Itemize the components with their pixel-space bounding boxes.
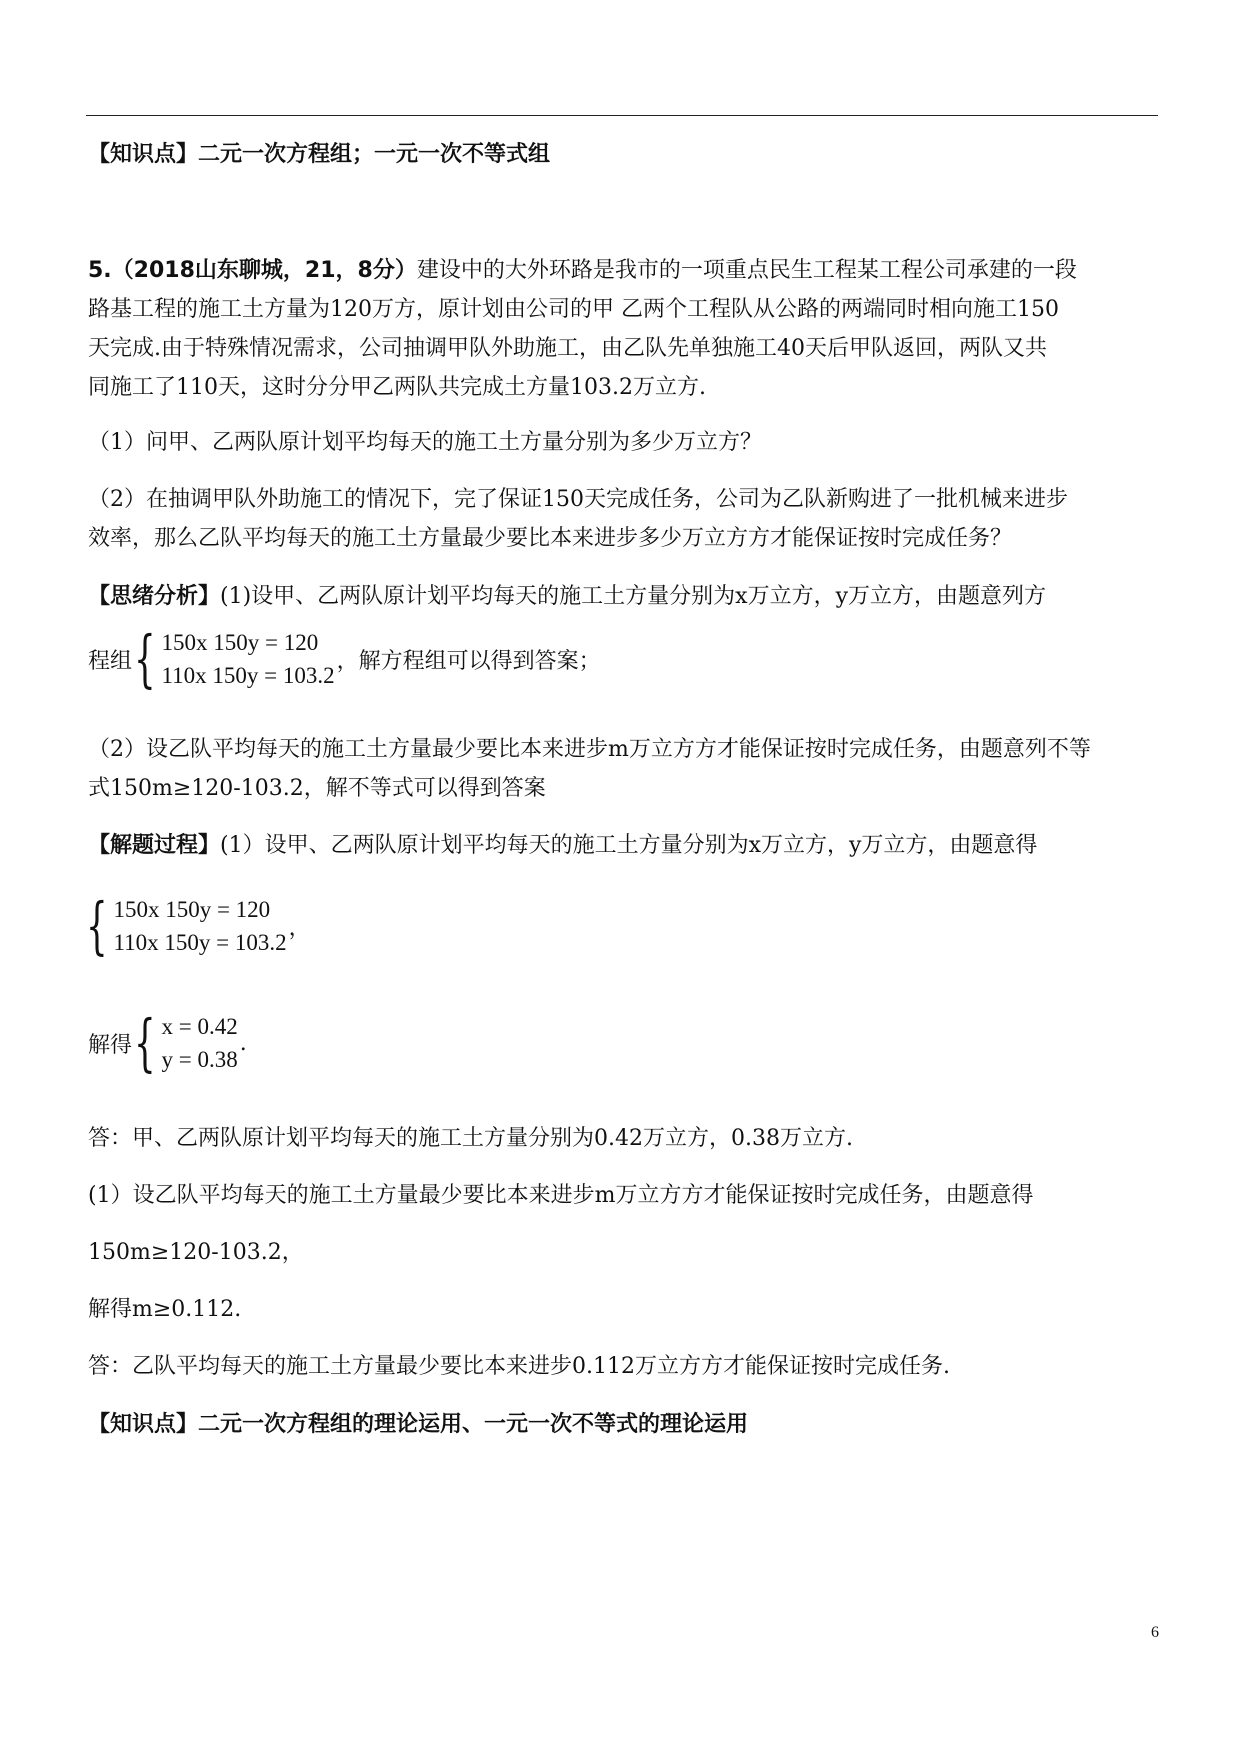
problem-line-1-text: 建设中的大外环路是我市的一项重点民生工程某工程公司承建的一段 [416,258,1077,283]
problem-line-4: 同施工了110天，这时分分甲乙两队共完成土方量103.2万立方. [88,375,706,400]
problem-line-2: 路基工程的施工土方量为120万方，原计划由公司的甲 乙两个工程队从公路的两端同时相向施工150 [88,297,1059,322]
question-1: （1）问甲、乙两队原计划平均每天的施工土方量分别为多少万立方？ [88,430,762,455]
inequality: 150m≥120-103.2， [88,1240,304,1265]
question-2-line-2: 效率，那么乙队平均每天的施工土方量最少要比本来进步多少万立方方才能保证按时完成任务？ [88,526,1013,551]
left-brace: { [86,889,108,962]
left-brace: { [134,622,156,695]
solution-equation-2: 110x 150y = 103.2 [113,930,287,955]
solution-result-x: x = 0.42 [161,1014,238,1039]
solution-equation-1: 150x 150y = 120 [113,897,271,922]
header-rule [86,115,1158,116]
solution-result-prefix: 解得 [88,1032,133,1058]
solution-part-2: (1）设乙队平均每天的施工土方量最少要比本来进步m万立方方才能保证按时完成任务，由题意得 [88,1183,1034,1208]
page-number: 6 [1151,1624,1159,1641]
analysis-line-4: 式150m≥120-103.2，解不等式可以得到答案 [88,776,546,801]
solution-line-1 [88,831,1037,861]
solution-result-suffix: . [239,1030,247,1056]
solution-result-system [88,1006,247,1079]
problem-title: 5.（2018山东聊城，21，8分） [88,258,417,283]
problem-line-3: 天完成.由于特殊情况需求，公司抽调甲队外助施工，由乙队先单独施工40天后甲队返回，两队又共 [88,336,1047,361]
question-2-line-1: （2）在抽调甲队外助施工的情况下，完了保证150天完成任务，公司为乙队新购进了一批机械来进步 [88,487,1068,512]
analysis-label: 【思绪分析】 [88,584,221,609]
solution-label: 【解题过程】 [88,833,221,858]
inequality-solution: 解得m≥0.112. [88,1297,242,1322]
analysis-equation-system [88,622,601,695]
answer-1: 答：甲、乙两队原计划平均每天的施工土方量分别为0.42万立方，0.38万立方. [88,1126,853,1151]
solution-result-y: y = 0.38 [161,1047,238,1072]
analysis-line-1 [88,582,1046,612]
analysis-line-1-text: (1)设甲、乙两队原计划平均每天的施工土方量分别为x万立方，y万立方，由题意列方 [220,584,1047,609]
analysis-equation-2: 110x 150y = 103.2 [161,663,335,688]
knowledge-point-top: 【知识点】二元一次方程组；一元一次不等式组 [88,142,551,167]
problem-line-1 [88,256,1077,286]
knowledge-point-bottom: 【知识点】二元一次方程组的理论运用、一元一次不等式的理论运用 [88,1412,749,1437]
answer-2: 答：乙队平均每天的施工土方量最少要比本来进步0.112万立方方才能保证按时完成任务. [88,1354,950,1379]
analysis-system-prefix: 程组 [88,648,133,674]
solution-line-1-text: (1）设甲、乙两队原计划平均每天的施工土方量分别为x万立方，y万立方，由题意得 [220,833,1038,858]
analysis-line-3: （2）设乙队平均每天的施工土方量最少要比本来进步m万立方方才能保证按时完成任务，由题意列不等 [88,737,1091,762]
solution-system-suffix: ， [288,915,311,941]
analysis-system-suffix: ，解方程组可以得到答案； [336,648,601,674]
analysis-equation-1: 150x 150y = 120 [161,630,319,655]
left-brace: { [134,1006,156,1079]
solution-equation-system [86,889,311,962]
